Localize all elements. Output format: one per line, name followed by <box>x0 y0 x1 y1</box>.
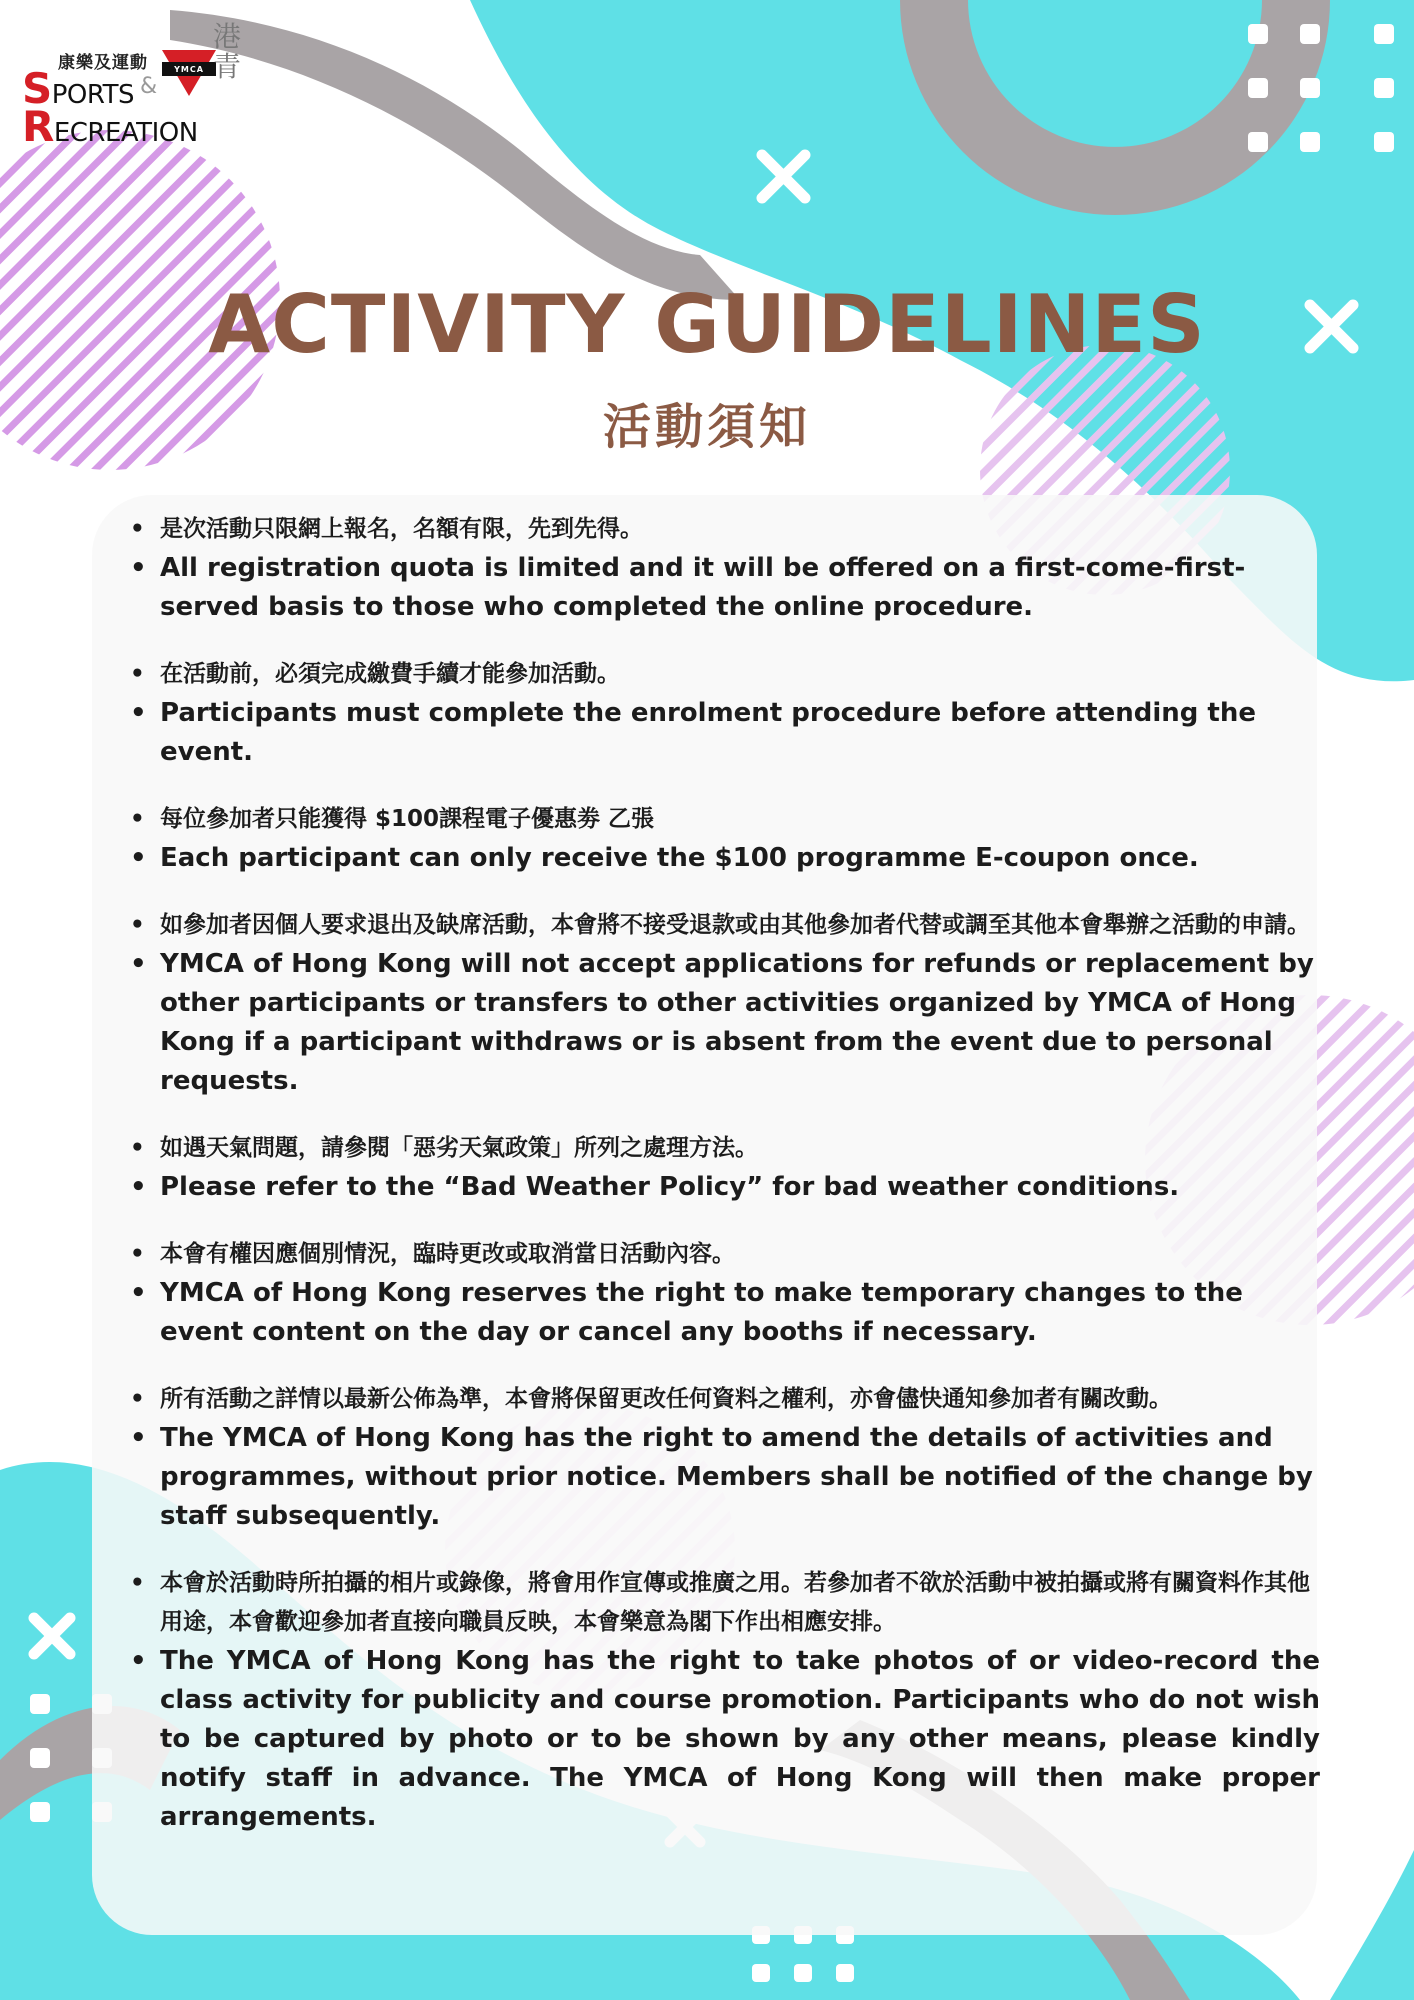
logo-vertical-chinese: 港青 <box>212 20 241 83</box>
guideline-cn: • 本會於活動時所拍攝的相片或錄像，將會用作宣傳或推廣之用。若參加者不欲於活動中被拍攝或將有關資料作其他用途，本會歡迎參加者直接向職員反映，本會樂意為閣下作出相應安排。 <box>130 1564 1320 1642</box>
sports-recreation-logo <box>22 20 252 151</box>
logo-ampersand: & <box>140 74 158 99</box>
guideline-block <box>130 1129 1320 1207</box>
guideline-block <box>130 1564 1320 1837</box>
guideline-cn: • 在活動前，必須完成繳費手續才能參加活動。 <box>130 655 1320 694</box>
guideline-block <box>130 655 1320 772</box>
logo-recreation: RECREATION <box>22 102 198 151</box>
guideline-cn: • 所有活動之詳情以最新公佈為準，本會將保留更改任何資料之權利，亦會儘快通知參加者有關改動。 <box>130 1380 1320 1419</box>
guideline-en: • YMCA of Hong Kong will not accept applications for refunds or replacement by other participants or transfers to other activities organized by YMCA of Hong Kong if a participant withdraws or is absent from the event due to personal requests. <box>130 945 1320 1101</box>
page-subtitle: 活動須知 <box>602 399 811 455</box>
ymca-label: YMCA <box>174 65 204 74</box>
guideline-block <box>130 1380 1320 1536</box>
guideline-cn: • 本會有權因應個別情況，臨時更改或取消當日活動內容。 <box>130 1235 1320 1274</box>
guideline-en: • Each participant can only receive the $100 programme E-coupon once. <box>130 839 1320 878</box>
guideline-en: • The YMCA of Hong Kong has the right to take photos of or video-record the class activity for publicity and course promotion. Participants who do not wish to be captured by photo or to be shown by any other means, please kindly notify staff in advance. The YMCA of Hong Kong will then make proper arrangements. <box>130 1642 1320 1837</box>
guideline-en: • The YMCA of Hong Kong has the right to amend the details of activities and programmes, without prior notice. Members shall be notified of the change by staff subsequently. <box>130 1419 1320 1536</box>
logo-chinese-label: 康樂及運動 <box>58 53 148 73</box>
guidelines-list <box>130 510 1320 1865</box>
guideline-cn: • 是次活動只限網上報名，名額有限，先到先得。 <box>130 510 1320 549</box>
guideline-en: • Participants must complete the enrolment procedure before attending the event. <box>130 694 1320 772</box>
guideline-block <box>130 906 1320 1101</box>
guideline-en: • YMCA of Hong Kong reserves the right to make temporary changes to the event content on the day or cancel any booths if necessary. <box>130 1274 1320 1352</box>
guideline-en: • All registration quota is limited and it will be offered on a first-come-first-served basis to those who completed the online procedure. <box>130 549 1320 627</box>
logo-sports: SPORTS <box>22 64 134 113</box>
guideline-block <box>130 800 1320 878</box>
guideline-cn: • 每位參加者只能獲得 $100課程電子優惠劵 乙張 <box>130 800 1320 839</box>
guideline-en: • Please refer to the “Bad Weather Policy” for bad weather conditions. <box>130 1168 1320 1207</box>
guideline-cn: • 如遇天氣問題，請參閱「惡劣天氣政策」所列之處理方法。 <box>130 1129 1320 1168</box>
page-title: ACTIVITY GUIDELINES <box>208 278 1206 371</box>
guideline-block <box>130 1235 1320 1352</box>
guideline-block <box>130 510 1320 627</box>
guideline-cn: • 如參加者因個人要求退出及缺席活動，本會將不接受退款或由其他參加者代替或調至其他本會舉辦之活動的申請。 <box>130 906 1320 945</box>
